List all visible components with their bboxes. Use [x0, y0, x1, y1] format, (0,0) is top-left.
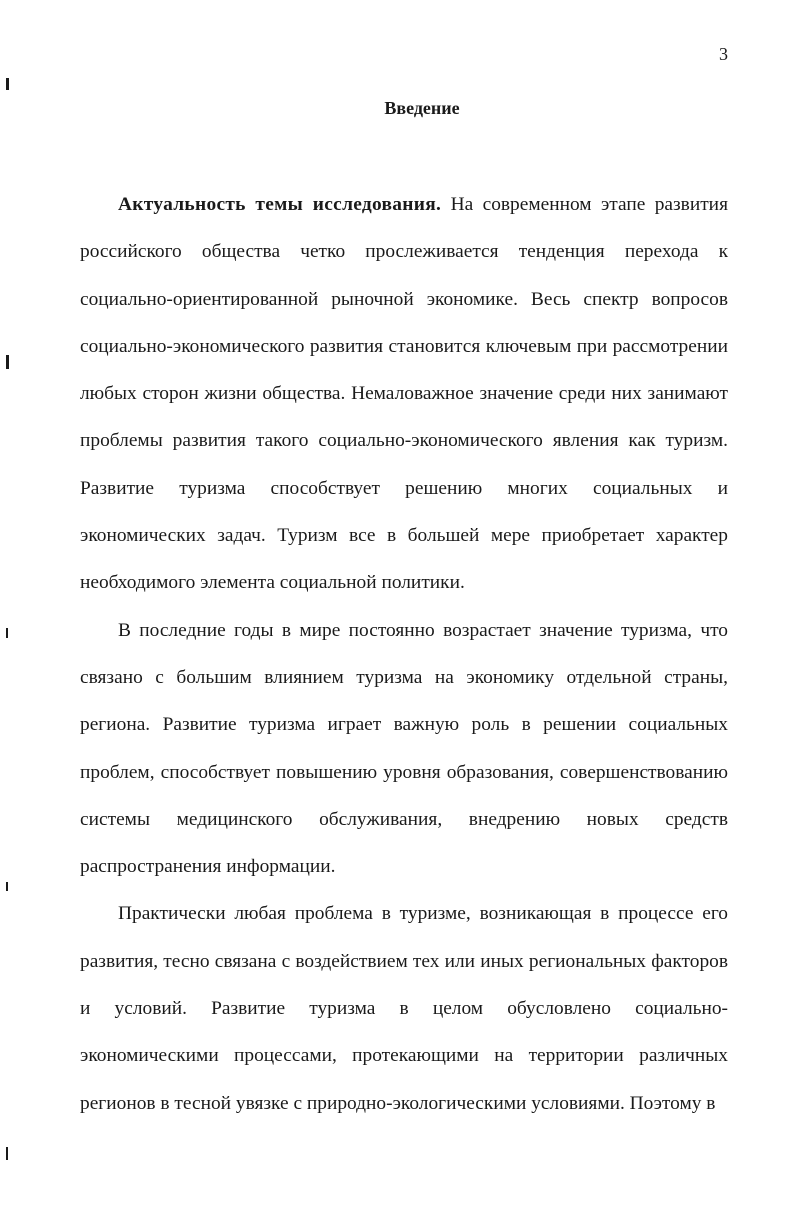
scan-margin-mark	[6, 1147, 8, 1160]
paragraph-text: Практически любая проблема в туризме, возникающая в процессе его развития, тесно связана с воздействием тех или иных региональных факторов и условий. Развитие туризма в целом обусловлено социально-экономическими процессами, протекающими на территории различных регионов в тесной увязке с природно-экологическими условиями. Поэтому в	[80, 903, 728, 1114]
paragraph	[80, 607, 728, 891]
paragraph	[80, 181, 728, 607]
paragraph-lead: Актуальность темы исследования.	[118, 194, 442, 215]
scan-margin-mark	[6, 628, 8, 638]
paragraph-text: На современном этапе развития российского общества четко прослеживается тенденция перехода к социально-ориентированной рыночной экономике. Весь спектр вопросов социально-экономического развития становится ключевым при рассмотрении любых сторон жизни общества. Немаловажное значение среди них занимают проблемы развития такого социально-экономического явления как туризм. Развитие туризма способствует решению многих социальных и экономических задач. Туризм все в большей мере приобретает характер необходимого элемента социальной политики.	[80, 194, 728, 594]
scan-margin-mark	[6, 882, 8, 891]
page-title: Введение	[384, 98, 460, 118]
paragraph	[80, 890, 728, 1126]
scan-margin-mark	[6, 78, 9, 90]
page-number: 3	[719, 44, 728, 64]
scan-margin-mark	[6, 355, 9, 369]
body-text	[80, 181, 728, 1127]
paragraph-text: В последние годы в мире постоянно возрастает значение туризма, что связано с большим влиянием туризма на экономику отдельной страны, региона. Развитие туризма играет важную роль в решении социальных проблем, способствует повышению уровня образования, совершенствованию системы медицинского обслуживания, внедрению новых средств распространения информации.	[80, 619, 728, 878]
